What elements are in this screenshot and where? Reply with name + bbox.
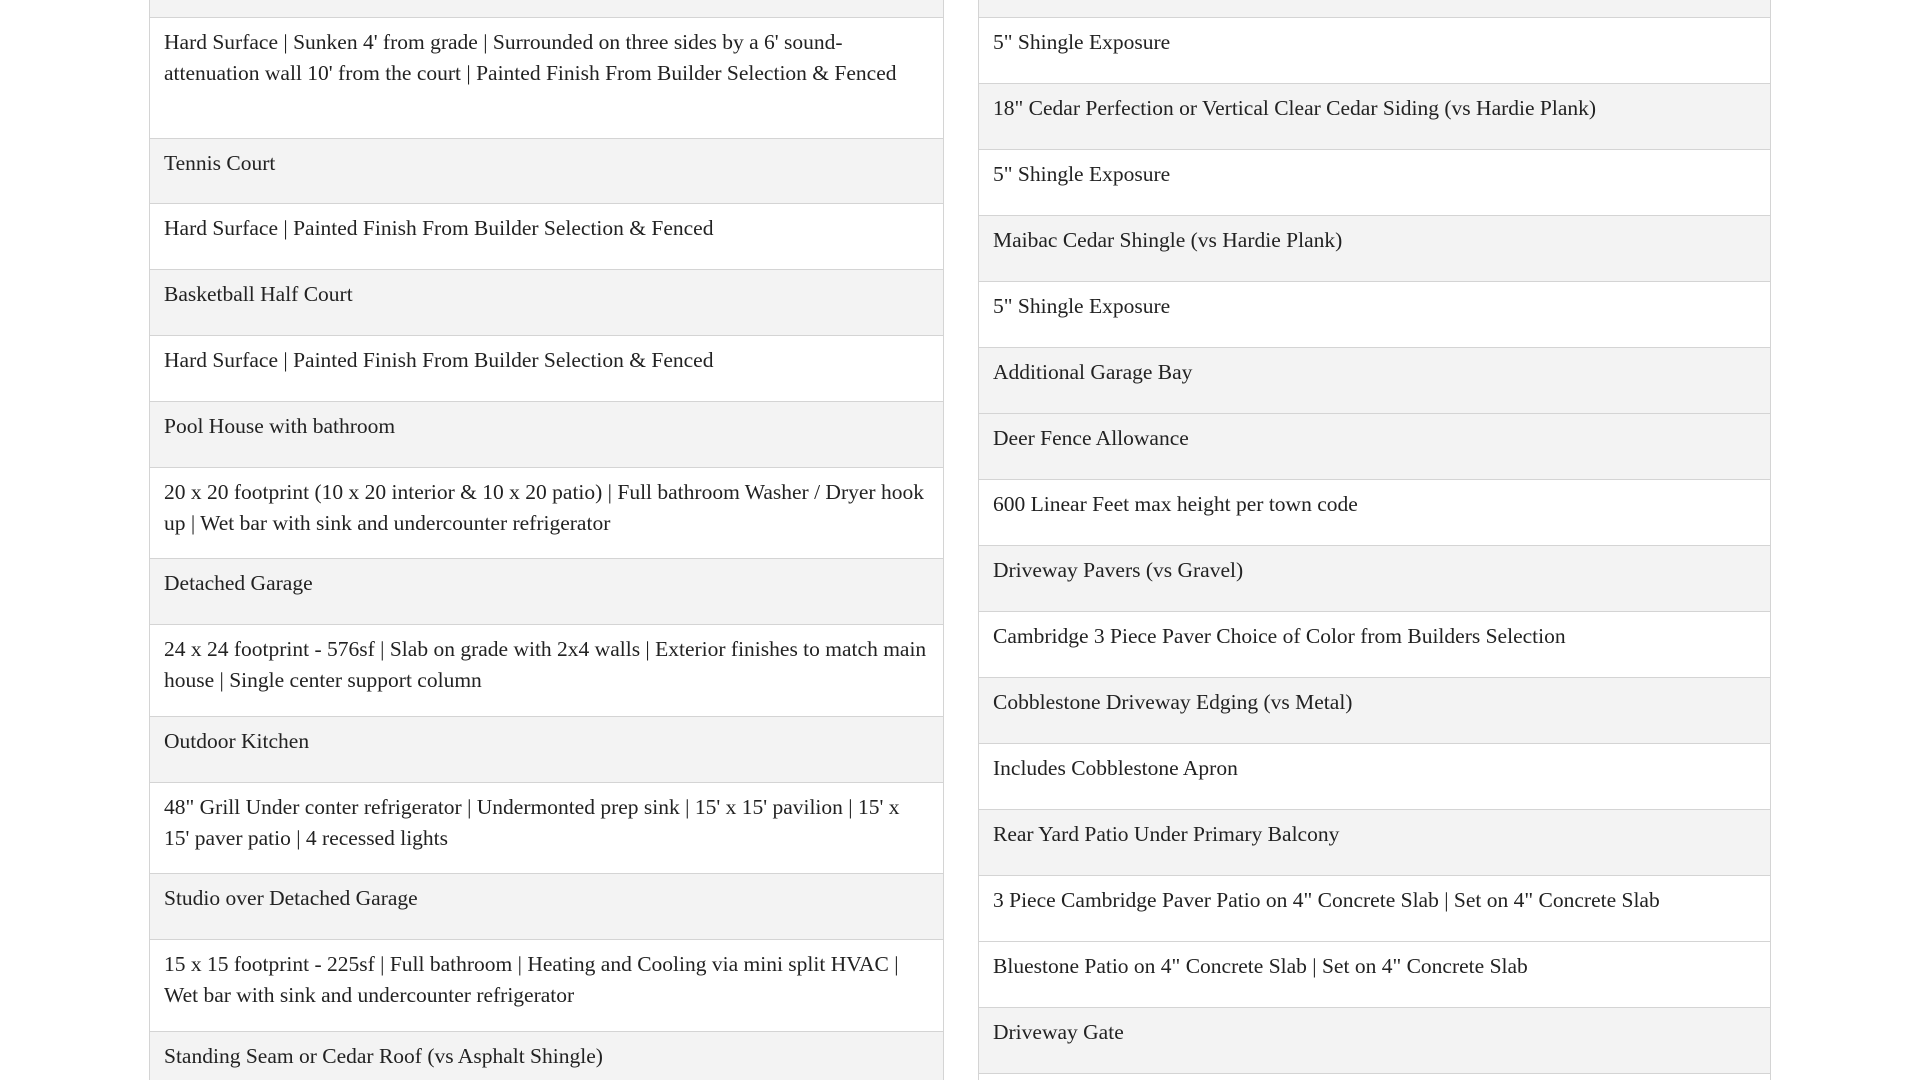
row-text: Pool House with bathroom — [164, 414, 396, 438]
table-row — [978, 414, 1771, 480]
row-text: Cobblestone Driveway Edging (vs Metal) — [993, 690, 1353, 714]
table-row — [149, 402, 944, 468]
row-text: 5" Shingle Exposure — [993, 30, 1171, 54]
table-row — [149, 783, 944, 874]
row-text: Cambridge 3 Piece Paver Choice of Color from Builders Selection — [993, 624, 1566, 648]
table-row — [978, 84, 1771, 150]
table-row — [149, 18, 944, 139]
table-row — [978, 942, 1771, 1008]
table-row — [978, 216, 1771, 282]
row-text: Hard Surface | Painted Finish From Builder Selection & Fenced — [164, 348, 714, 372]
table-row — [978, 348, 1771, 414]
table-row — [149, 204, 944, 270]
row-text: Driveway Pavers (vs Gravel) — [993, 558, 1244, 582]
row-text: 20 x 20 footprint (10 x 20 interior & 10 x 20 patio) | Full bathroom Washer / Dryer hook up | Wet bar with sink and undercounter refrigerator — [164, 480, 924, 535]
row-text: Maibac Cedar Shingle (vs Hardie Plank) — [993, 228, 1343, 252]
table-row — [978, 480, 1771, 546]
row-text: 24 x 24 footprint - 576sf | Slab on grade with 2x4 walls | Exterior finishes to match main house | Single center support column — [164, 637, 927, 692]
table-row — [978, 810, 1771, 876]
row-text: Rear Yard Patio Under Primary Balcony — [993, 822, 1340, 846]
table-row — [978, 612, 1771, 678]
right-options-table — [978, 0, 1771, 1080]
table-row — [149, 0, 944, 18]
table-row — [149, 874, 944, 940]
row-text: 15 x 15 footprint - 225sf | Full bathroom | Heating and Cooling via mini split HVAC | Wet bar with sink and undercounter refrigerator — [164, 952, 899, 1007]
row-text: Includes Cobblestone Apron — [993, 756, 1238, 780]
row-text: Basketball Half Court — [164, 282, 353, 306]
table-row — [978, 1074, 1771, 1080]
row-text: Additional Garage Bay — [993, 360, 1193, 384]
left-options-table — [149, 0, 944, 1080]
table-row — [149, 559, 944, 625]
row-text: Outdoor Kitchen — [164, 729, 310, 753]
table-row — [149, 1032, 944, 1080]
table-row — [149, 940, 944, 1032]
row-text: Tennis Court — [164, 151, 276, 175]
table-row — [978, 150, 1771, 216]
table-row — [978, 876, 1771, 942]
row-text: Studio over Detached Garage — [164, 886, 418, 910]
row-text: 5" Shingle Exposure — [993, 162, 1171, 186]
table-row — [149, 717, 944, 783]
table-row — [149, 139, 944, 204]
table-row — [978, 0, 1771, 18]
row-text: Deer Fence Allowance — [993, 426, 1189, 450]
row-text: Driveway Gate — [993, 1020, 1124, 1044]
row-text: 600 Linear Feet max height per town code — [993, 492, 1358, 516]
row-text: 5" Shingle Exposure — [993, 294, 1171, 318]
table-row — [149, 270, 944, 336]
row-text: Bluestone Patio on 4" Concrete Slab | Set on 4" Concrete Slab — [993, 954, 1528, 978]
row-text: Standing Seam or Cedar Roof (vs Asphalt Shingle) — [164, 1044, 603, 1068]
row-text: Hard Surface | Sunken 4' from grade | Surrounded on three sides by a 6' sound-attenuation wall 10' from the court | Painted Finish From Builder Selection & Fenced — [164, 30, 897, 85]
row-text: Detached Garage — [164, 571, 313, 595]
table-row — [978, 282, 1771, 348]
table-row — [149, 468, 944, 559]
table-row — [978, 1008, 1771, 1074]
row-text: 3 Piece Cambridge Paver Patio on 4" Concrete Slab | Set on 4" Concrete Slab — [993, 888, 1660, 912]
table-row — [978, 18, 1771, 84]
table-row — [978, 678, 1771, 744]
table-row — [978, 546, 1771, 612]
row-text: 18" Cedar Perfection or Vertical Clear Cedar Siding (vs Hardie Plank) — [993, 96, 1597, 120]
row-text: 48" Grill Under conter refrigerator | Undermonted prep sink | 15' x 15' pavilion | 15' x 15' paver patio | 4 recessed lights — [164, 795, 900, 850]
table-row — [149, 336, 944, 402]
table-row — [978, 744, 1771, 810]
row-text: Hard Surface | Painted Finish From Builder Selection & Fenced — [164, 216, 714, 240]
table-row — [149, 625, 944, 717]
